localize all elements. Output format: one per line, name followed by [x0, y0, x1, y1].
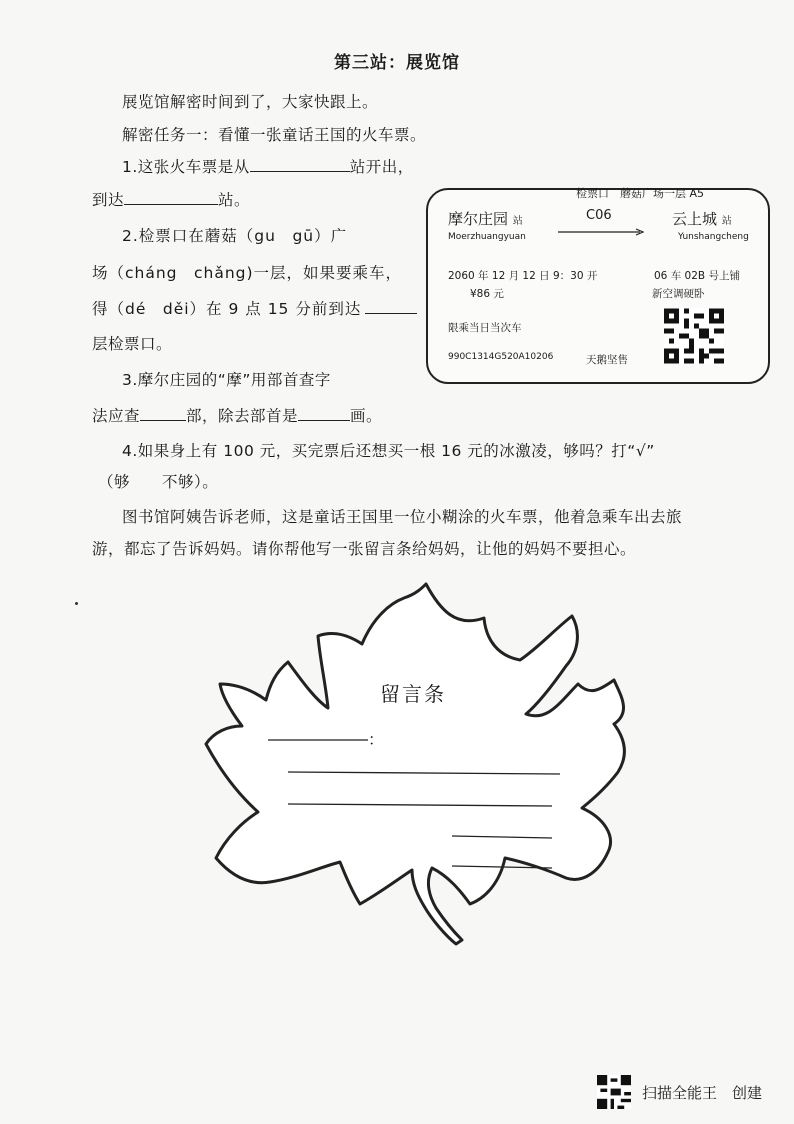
intro-text: 展览馆解密时间到了，大家快跟上。 [122, 93, 379, 111]
question-4-line-1: 4.如果身上有 100 元，买完票后还想买一根 16 元的冰激凌，够吗？打“√” [122, 442, 655, 460]
ticket-seller: 天鹅坚售 [586, 354, 628, 366]
ticket-seat: 06 车 02B 号上铺 [654, 270, 740, 282]
q3-text-b: 法应查 [92, 407, 141, 425]
ticket-from-pinyin: Moerzhuangyuan [448, 232, 526, 242]
ticket-from-station: 摩尔庄园 [448, 210, 509, 228]
q1-text-b: 站开出， [349, 158, 414, 176]
question-3-line-1: 3.摩尔庄园的“摩”用部首查字 [122, 371, 331, 389]
ticket-gate: 检票口 蘑菇广场一层 A5 [576, 187, 705, 200]
q2-text-c: 得（dé děi）在 9 点 15 分前到达 [92, 300, 362, 318]
ticket-code: 990C1314G520A10206 [448, 352, 554, 362]
ticket-to-station: 云上城 [672, 210, 718, 228]
q1-text-a: 1.这张火车票是从 [122, 158, 250, 176]
instruction-paragraph-line-1: 图书馆阿姨告诉老师，这是童话王国里一位小糊涂的火车票，他着急乘车出去旅 [122, 508, 683, 526]
ticket-train-number: C06 [586, 208, 612, 223]
q1-text-c: 到达 [92, 191, 125, 209]
q3-text-c: 部，除去部首是 [186, 407, 299, 425]
ticket-from-suffix: 站 [512, 216, 523, 227]
ticket-price: ¥86 元 [470, 288, 504, 300]
page-title: 第三站：展览馆 [334, 53, 460, 73]
leaf-colon: ： [368, 730, 385, 749]
ticket-to-pinyin: Yunshangcheng [678, 232, 749, 242]
ticket-note: 限乘当日当次车 [448, 322, 522, 334]
question-2-line-1: 2.检票口在蘑菇（gu gū）广 [122, 227, 348, 245]
instruction-paragraph-line-2: 游，都忘了告诉妈妈。请你帮他写一张留言条给妈妈，让他的妈妈不要担心。 [92, 540, 637, 558]
ticket-class: 新空调硬卧 [652, 288, 705, 300]
task-one-heading: 解密任务一：看懂一张童话王国的火车票。 [122, 126, 427, 144]
question-4-options[interactable]: （够 不够）。 [98, 473, 219, 491]
q1-text-d: 站。 [218, 191, 251, 209]
question-2-line-2: 场（cháng chǎng)一层，如果要乘车， [92, 264, 403, 282]
ticket-datetime: 2060 年 12 月 12 日 9：30 开 [448, 270, 598, 282]
ticket-to-suffix: 站 [721, 216, 732, 227]
leaf-title: 留言条 [380, 682, 446, 706]
scanner-qr-icon [597, 1075, 631, 1109]
scanner-watermark: 扫描全能王 创建 [642, 1084, 763, 1102]
q3-text-d: 画。 [350, 407, 383, 425]
question-2-line-4: 层检票口。 [92, 335, 173, 353]
